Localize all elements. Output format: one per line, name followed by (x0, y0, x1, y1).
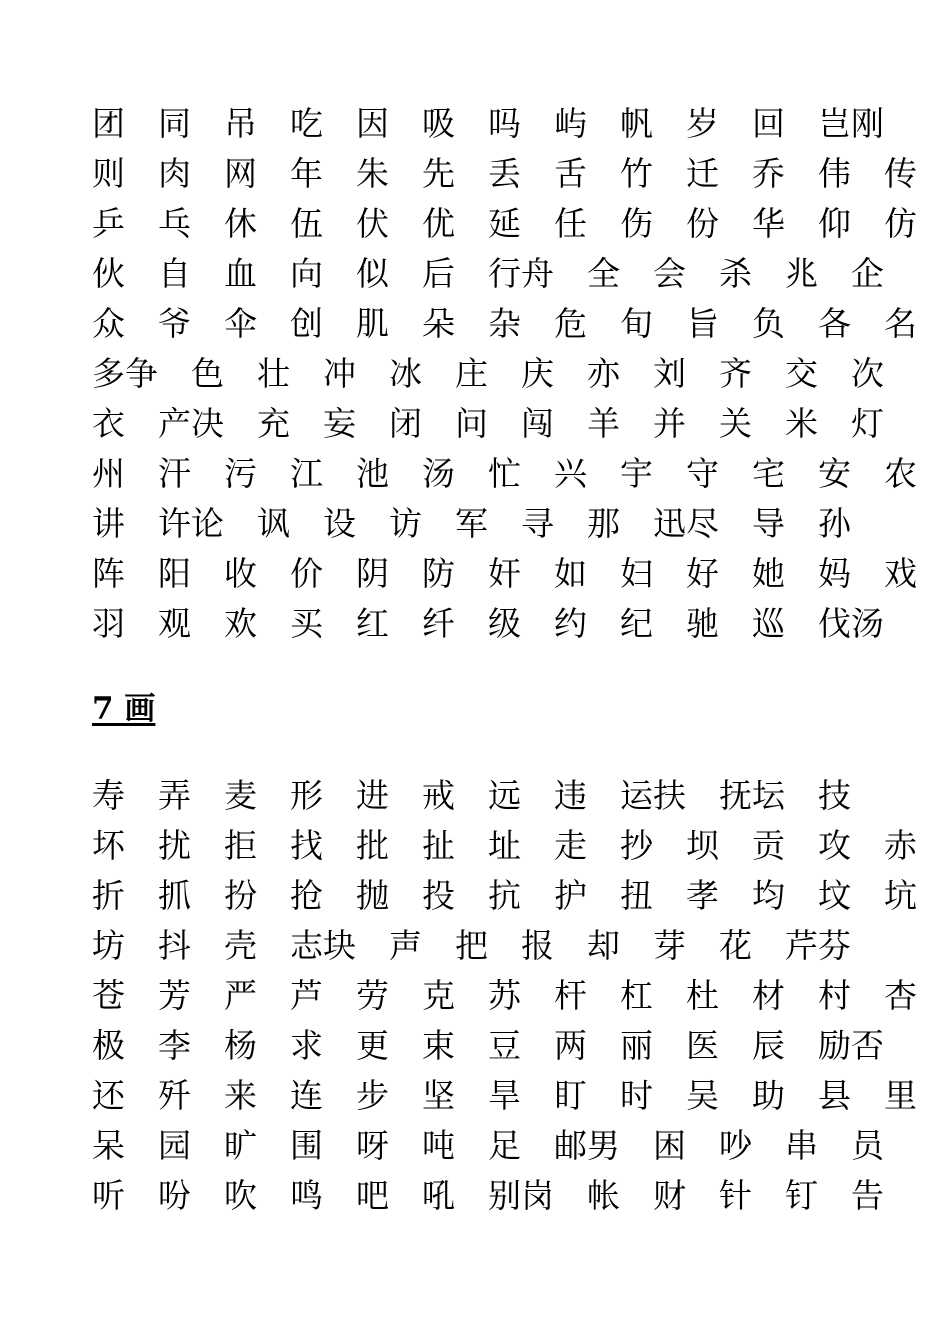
character-row: 坊 抖 壳 志块 声 把 报 却 芽 花 芹芬 (92, 926, 851, 965)
character-row: 州 汗 污 江 池 汤 忙 兴 宇 守 宅 安 农 (92, 454, 917, 493)
character-list-7-strokes (92, 771, 917, 1221)
character-row: 讲 许论 讽 设 访 军 寻 那 迅尽 导 孙 (92, 504, 851, 543)
character-list-previous-section (92, 99, 917, 649)
character-row: 众 爷 伞 创 肌 朵 杂 危 旬 旨 负 各 名 (92, 304, 917, 343)
character-row: 寿 弄 麦 形 进 戒 远 违 运扶 抚坛 技 (92, 776, 851, 815)
character-row: 衣 产决 充 妄 闭 问 闯 羊 并 关 米 灯 (92, 404, 884, 443)
character-row: 折 抓 扮 抢 抛 投 抗 护 扭 孝 均 坟 坑 (92, 876, 917, 915)
section-heading-7-strokes: 7 画 (92, 691, 156, 727)
character-row: 苍 芳 严 芦 劳 克 苏 杆 杠 杜 材 村 杏 (92, 976, 917, 1015)
character-row: 还 歼 来 连 步 坚 旱 盯 时 吴 助 县 里 (92, 1076, 917, 1115)
character-row: 乒 乓 休 伍 伏 优 延 任 伤 份 华 仰 仿 (92, 204, 917, 243)
character-row: 阵 阳 收 价 阴 防 奸 如 妇 好 她 妈 戏 (92, 554, 917, 593)
character-row: 呆 园 旷 围 呀 吨 足 邮男 困 吵 串 员 (92, 1126, 884, 1165)
character-row: 团 同 吊 吃 因 吸 吗 屿 帆 岁 回 岂刚 (92, 104, 884, 143)
character-row: 伙 自 血 向 似 后 行舟 全 会 杀 兆 企 (92, 254, 884, 293)
character-row: 则 肉 网 年 朱 先 丢 舌 竹 迁 乔 伟 传 (92, 154, 917, 193)
character-row: 多争 色 壮 冲 冰 庄 庆 亦 刘 齐 交 次 (92, 354, 884, 393)
character-row: 坏 扰 拒 找 批 扯 址 走 抄 坝 贡 攻 赤 (92, 826, 917, 865)
character-row: 听 吩 吹 鸣 吧 吼 别岗 帐 财 针 钉 告 (92, 1176, 884, 1215)
character-row: 极 李 杨 求 更 束 豆 两 丽 医 辰 励否 (92, 1026, 884, 1065)
character-row: 羽 观 欢 买 红 纤 级 约 纪 驰 巡 伐汤 (92, 604, 884, 643)
